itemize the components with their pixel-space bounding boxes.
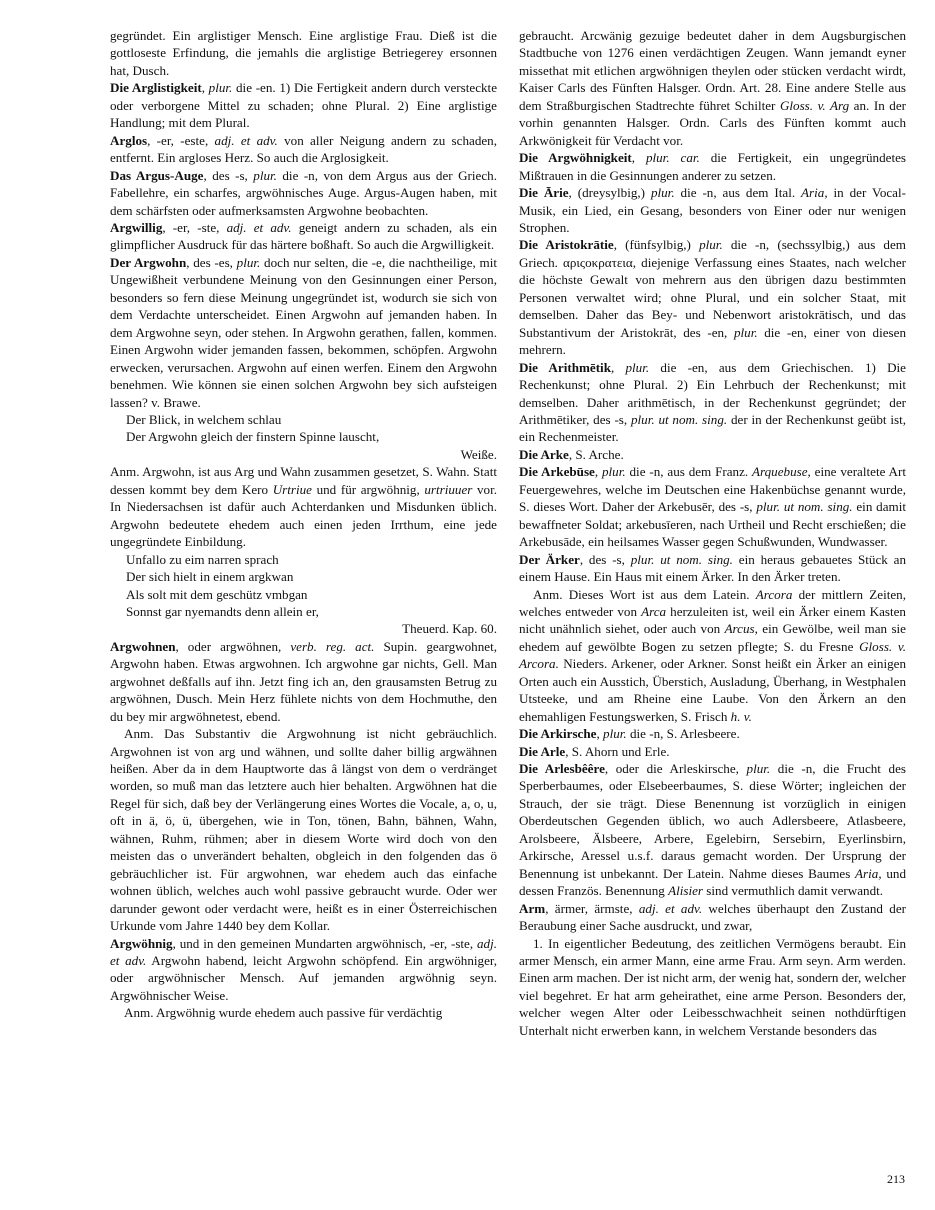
dictionary-entry <box>519 760 906 900</box>
italic-term: plur. ut nom. sing. <box>630 411 728 427</box>
headword: Die Arithmētik <box>519 359 611 375</box>
dictionary-entry <box>519 27 906 149</box>
verse-line <box>110 586 497 603</box>
dictionary-entry <box>110 254 497 411</box>
italic-term: Arcora <box>755 586 793 602</box>
entry-text: sind vermuthlich damit verwandt. <box>703 883 884 899</box>
entry-text: , <box>631 150 646 166</box>
entry-text: die -n, aus dem Franz. <box>625 464 753 480</box>
entry-text: Anm. Dieses Wort ist aus dem Latein. <box>533 586 756 602</box>
verse-line <box>110 411 497 428</box>
entry-text: eine veraltete Art Feuergewehres, welche im Deutschen eine Hakenbüchse genannt wurde, S. dieses Wort. Daher der Arkebusēr, des -s, <box>519 464 906 515</box>
headword: Die Arglistigkeit <box>110 80 202 96</box>
entry-text: die -en, einer von diesen mehrern. <box>519 324 906 358</box>
entry-text: Unfallo zu eim narren sprach <box>126 551 279 567</box>
headword: Arglos <box>110 132 148 148</box>
dictionary-entry <box>519 551 906 586</box>
dictionary-entry <box>519 446 906 463</box>
entry-text: der mittlern Zeiten, welches entweder von <box>519 586 906 619</box>
entry-text: welches überhaupt den Zustand der Beraubung einer Sache ausdruckt, und zwar, <box>519 900 906 934</box>
page-number: 213 <box>887 1172 905 1186</box>
entry-text: , <box>594 464 602 480</box>
italic-term: adj. et adv. <box>214 132 278 148</box>
entry-text: Als solt mit dem geschütz vmbgan <box>126 586 308 602</box>
headword: Der Argwohn <box>110 254 187 270</box>
dictionary-entry <box>110 167 497 219</box>
entry-text: Supin. geargwohnet, Argwohn haben. Etwas argwohnen. Ich argwohne gar nichts, Gell. Man argwohnet deßfalls auf ihn. Jetzt fing ich an, den grausamsten Betrug zu argwöhnen, Dusch. Mein Herz fühlete nichts von dem Hochmuthe, den du bey mir argwöhnetest, ebend. <box>110 638 497 724</box>
right-column <box>519 27 906 1039</box>
entry-text: die -n, aus dem Ital. <box>674 185 802 201</box>
italic-term: plur. <box>625 359 650 375</box>
italic-term: plur. <box>746 761 771 777</box>
entry-text: , <box>201 80 209 96</box>
dictionary-entry <box>519 359 906 446</box>
verse-line <box>110 603 497 620</box>
verse-line <box>110 428 497 445</box>
entry-text: herzuleiten ist, weil ein Ärker einem Kasten nicht unähnlich siehet, oder auch von <box>519 603 906 637</box>
italic-term: h. v. <box>730 708 752 724</box>
entry-text: Anm. Argwöhnig wurde ehedem auch passive für verdächtig <box>124 1005 443 1021</box>
entry-text: Theuerd. Kap. 60. <box>402 621 497 637</box>
italic-term: adj. et adv. <box>638 900 703 916</box>
entry-text: die -n, S. Arlesbeere. <box>626 726 740 742</box>
entry-text: gebraucht. Arcwänig gezuige bedeutet daher in dem Augsburgischen Stadtbuche von 1276 einen verdächtigen Zeugen. Wann jemandt eyner missethat mit etlichen argwöhnigen theylen oder stücken verdacht wirdt, Kaiser Carls des Fünften Halsger. Ordn. Art. 28. Eine andere Stelle aus dem Straßburgischen Stadtrechte führet Schilter <box>519 28 906 113</box>
entry-text: Sonnst gar nyemandts denn allein er, <box>126 603 319 619</box>
dictionary-entry <box>110 27 497 79</box>
italic-term: Aria, <box>855 865 882 881</box>
italic-term: Arca <box>641 603 667 619</box>
dictionary-entry <box>519 725 906 742</box>
headword: Argwöhnig <box>110 935 173 951</box>
headword: Das Argus-Auge <box>110 167 204 183</box>
dictionary-entry <box>110 219 497 254</box>
entry-text: ein heraus gebauetes Stück an einem Hause. Ein Haus mit einem Ärker. In den Ärker treten. <box>519 551 907 585</box>
headword: Die Argwöhnigkeit <box>519 150 632 166</box>
italic-term: urtriuuer <box>424 481 473 497</box>
dictionary-entry <box>519 900 906 935</box>
italic-term: plur. <box>208 80 233 96</box>
citation <box>110 446 497 463</box>
italic-term: Gloss. v. Arg <box>779 97 850 113</box>
entry-text: an. In der vorhin genannten Halsger. Ordn. Carls des Fünften kommt auch Arkwönigkeit für Verdacht vor. <box>519 97 906 148</box>
dictionary-entry <box>519 184 906 236</box>
italic-term: plur. <box>603 726 627 742</box>
italic-term: adj. et adv. <box>226 219 292 235</box>
italic-term: verb. reg. act. <box>290 638 375 654</box>
headword: Die Arke <box>519 446 569 462</box>
entry-text: die Fertigkeit, ein ungegründetes Mißtrauen in die Gesinnungen anderer zu setzen. <box>519 150 906 183</box>
entry-text: von aller Neigung andern zu schaden, entfernt. Ein argloses Herz. So auch die Arglosigkeit. <box>110 132 498 166</box>
entry-text: , (dreysylbig,) <box>568 185 651 201</box>
entry-text: , des -es, <box>186 254 237 270</box>
headword: Die Arkirsche <box>519 726 597 742</box>
entry-text: , <box>610 359 626 375</box>
entry-text: die -en. 1) Die Fertigkeit andern durch versteckte oder verborgene Mittel zu schaden; ohne Plural. 2) Eine arglistige Handlung; mit dem Plural. <box>110 80 498 131</box>
dictionary-entry <box>519 463 906 550</box>
entry-text: , des -s, <box>203 167 254 183</box>
headword: Argwillig <box>110 219 163 235</box>
dictionary-entry <box>519 743 906 760</box>
dictionary-entry <box>110 638 497 725</box>
entry-text: Der Blick, in welchem schlau <box>126 411 282 427</box>
entry-text: , <box>596 726 604 742</box>
verse-line <box>110 568 497 585</box>
headword: Die Aristokrātie <box>519 237 614 253</box>
dictionary-entry <box>519 586 906 726</box>
entry-text: , -er, -este, <box>147 132 215 148</box>
headword: Die Arlesbêêre <box>519 761 605 777</box>
entry-text: , oder argwöhnen, <box>175 638 291 654</box>
italic-term: plur. <box>733 324 758 340</box>
italic-term: plur. <box>253 167 277 183</box>
entry-text: , S. Arche. <box>568 446 624 462</box>
dictionary-entry <box>110 935 497 1005</box>
entry-text: geneigt andern zu schaden, als ein glimpflicher Ausdruck für das härtere boßhaft. So auch die Argwilligkeit. <box>110 219 497 253</box>
dictionary-entry <box>110 725 497 934</box>
dictionary-entry <box>110 1004 497 1021</box>
dictionary-entry <box>519 935 906 1040</box>
entry-text: Der Argwohn gleich der finstern Spinne lauscht, <box>126 429 380 445</box>
italic-term: plur. <box>236 254 261 270</box>
headword: Die Arkebūse <box>519 464 595 480</box>
italic-term: plur. <box>699 237 723 253</box>
headword: Der Ärker <box>519 551 580 567</box>
entry-text: und für argwöhnig, <box>311 481 425 497</box>
entry-text: Nieders. Arkener, oder Arkner. Sonst heißt ein Ärker an einigen Orten auch ein Ausstich, Überstich, Ausladung, Überhang, in Westphalen Utsteeke, und am Rheine eine Laube. Von den Ärkern an den ehemahligen Festungswerken, S. Frisch <box>519 656 906 724</box>
entry-text: vor. In Niedersachsen ist dafür auch Achterdanken und Misdunken üblich. Argwohn bedeutete ehedem auch einen jeden Irrthum, eine jede ungegründete Einbildung. <box>110 481 497 550</box>
entry-text: die -en, aus dem Griechischen. 1) Die Rechenkunst; ohne Plural. 2) Ein Lehrbuch der Rechenkunst; mit demselben. Daher arithmētisch, in der Rechenkunst gegründet; der Arithmētiker, des -s, <box>519 359 906 427</box>
entry-text: doch nur selten, die -e, die nachtheilige, mit Ungewißheit verbundene Meinung von den Gesinnungen einer Person, besonders so fern diese Meinung ungegründet ist, wodurch sie sich von dem Verdachte unterscheidet. Einen Argwohn auf jemanden haben. In dem Argwohne seyn, oder stehen. In Argwohn gerathen, fallen, kommen. Einen Argwohn wider jemanden fassen, bekommen, schöpfen. Argwohn erwecken, verursachen. Argwohn auf einen werfen. Einem den Argwohn benehmen. Wie können sie einen solchen Argwohn bey sich aufsteigen lassen? v. Brawe. <box>110 254 497 410</box>
left-column <box>110 27 497 1022</box>
italic-term: plur. <box>650 185 675 201</box>
headword: Arm <box>519 900 546 916</box>
headword: Die Ārie <box>519 185 569 201</box>
headword: Die Arle <box>519 743 566 759</box>
entry-text: , S. Ahorn und Erle. <box>565 743 670 759</box>
entry-text: Der sich hielt in einem argkwan <box>126 569 294 585</box>
entry-text: , und in den gemeinen Mundarten argwöhnisch, -er, -ste, <box>172 935 477 951</box>
dictionary-entry <box>519 236 906 358</box>
dictionary-entry <box>110 79 497 131</box>
headword: Argwohnen <box>110 638 176 654</box>
entry-text: der in der Rechenkunst geübt ist, ein Rechenmeister. <box>519 411 907 445</box>
entry-text: , (fünfsylbig,) <box>613 237 700 253</box>
italic-term: plur. ut nom. sing. <box>630 551 733 567</box>
entry-text: 1. In eigentlicher Bedeutung, des zeitlichen Vermögens beraubt. Ein armer Mensch, ein armer Mann, eine arme Frau. Arm seyn. Arm werden. Einen arm machen. Der ist nicht arm, der wenig hat, sondern der, welcher viel begehret. Er hat arm geheirathet, eine arme Person. Besonders der, welcher wegen Alter oder Leibesschwachheit seinen nothdürftigen Unterhalt nicht erwerben kann, in welchem Verstande besonders das <box>519 935 906 1038</box>
entry-text: Anm. Argwohn, ist aus Arg und Wahn zusammen gesetzet, S. Wahn. Statt dessen kommt bey dem Kero <box>110 464 497 497</box>
entry-text: Weiße. <box>460 446 497 462</box>
dictionary-entry <box>110 463 497 550</box>
verse-line <box>110 551 497 568</box>
italic-term: Alisier <box>668 883 704 899</box>
dictionary-entry <box>519 149 906 184</box>
italic-term: adj. et adv. <box>110 935 497 969</box>
entry-text: ein damit bewaffneter Soldat; arkebusīeren, nach Urtheil und Recht erschießen; die Arkebusāde, ein heilsames Wasser gegen Schußwunden, Wundwasser. <box>519 499 906 550</box>
entry-text: die -n, die Frucht des Sperberbaumes, oder Elsebeerbaumes, S. diese Wörter; ingleichen der Strauch, der sie trägt. Diese Benennung ist vorzüglich in einigen Oberdeutschen Gegenden üblich, wo auch Adlersbeere, Atlasbeere, Arolsbeere, Älsbeere, Arbere, Egelebirn, Sersebirn, Eyerlinsbirn, Arkirsche, Aressel u.s.f. daraus gemacht worden. Der Ursprung der Benennung ist unbekannt. Der Latein. Nahme dieses Baumes <box>519 761 907 881</box>
entry-text: , ärmer, ärmste, <box>545 900 639 916</box>
entry-text: die -n, (sechssylbig,) aus dem Griech. αριςοκρατεια, diejenige Verfassung eines Staates, nach welcher die höchste Gewalt von mehrern aus den übrigen dazu bestimmten Personen verwaltet wird; ohne Plural, und ein solcher Staat, mit demselben. Daher das Bey- und Nebenwort aristokrātisch, und das Substantivum der Aristokrāt, des -en, <box>519 237 906 340</box>
citation <box>110 620 497 637</box>
italic-term: plur. <box>602 464 626 480</box>
dictionary-entry <box>110 132 497 167</box>
entry-text: , oder die Arleskirsche, <box>604 761 747 777</box>
entry-text: gegründet. Ein arglistiger Mensch. Eine arglistige Frau. Dieß ist die gottloseste Erfindung, die jemahls die arglistige Betriegerey ersonnen hat, Dusch. <box>110 28 497 78</box>
entry-text: Anm. Das Substantiv die Argwohnung ist nicht gebräuchlich. Argwohnen ist von arg und wähnen, und sollte daher billig argwähnen heißen. Aber da in dem Hauptworte das â längst von dem o verdränget worden, so muß man das letztere auch hier behalten. Argwöhnen hat die Regel für sich, daß bey der Verlängerung eines Wortes die Vocale, a, o, u, oft in ä, ö, ü, übergehen, wie in Ton, tönen, Bahn, bähnen, Wahn, wähnen, Ruhm, rühmen; aber in diesem Worte wird doch von den meisten das o unverändert behalten, obgleich in den folgenden das ö gebräuchlicher ist. Für argwohnen, war ehedem auch das einfache wohnen üblich, welches auch wohl passive gebraucht wurde. Oder wer darunder gewont oder verdacht were, heißt es in einer Österreichischen Urkunde vom Jahre 1440 bey dem Kollar. <box>110 726 497 934</box>
entry-text: Argwohn habend, leicht Argwohn schöpfend. Ein argwöhniger, oder argwöhnischer Mensch. Auf jemanden argwöhnig seyn. Argwöhnischer Weise. <box>110 953 497 1003</box>
italic-term: Gloss. v. Arcora. <box>519 638 906 672</box>
italic-term: Arcus, <box>724 621 758 637</box>
entry-text: , des -s, <box>579 551 631 567</box>
italic-term: Urtriue <box>272 481 312 497</box>
italic-term: plur. car. <box>645 150 700 166</box>
entry-text: , -er, -ste, <box>162 219 227 235</box>
entry-text: in der Vocal-Musik, ein Lied, ein Gesang, besonders von Einer oder nur wenigen Strophen. <box>519 185 906 235</box>
italic-term: plur. ut nom. sing. <box>756 499 853 515</box>
entry-text: ein Gewölbe, weil man sie ehedem auf gewölbte Bogen zu setzen pflegte; S. du Fresne <box>519 621 906 654</box>
entry-text: die -n, von dem Argus aus der Griech. Fabellehre, ein scharfes, argwöhnisches Auge. Argus-Augen haben, mit dem schärfsten oder aufmerksamsten Argwohne beobachten. <box>110 167 497 218</box>
entry-text: und dessen Französ. Benennung <box>519 865 906 899</box>
italic-term: Arquebuse, <box>752 464 811 480</box>
italic-term: Aria, <box>801 185 828 201</box>
